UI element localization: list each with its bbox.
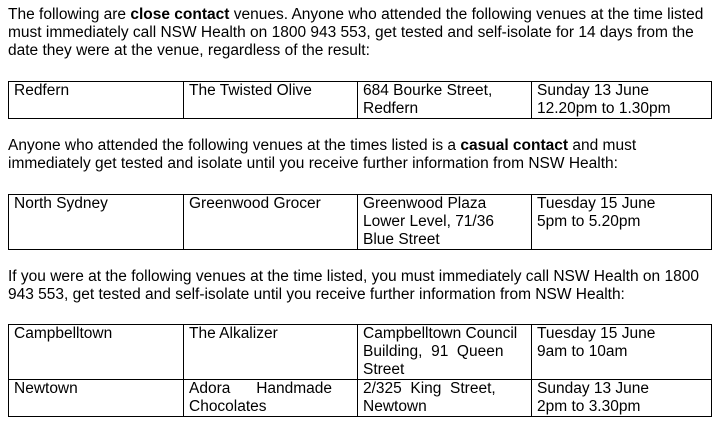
date-line: Sunday 13 June <box>537 82 650 99</box>
casual-contact-intro <box>8 137 712 173</box>
table-row <box>9 380 712 417</box>
intro-text-start: If you were at the following venues at the time listed, you must immediately call NSW Health on 1800 943 553, get tested and self-isolate until you receive further information from NSW Health: <box>8 268 699 303</box>
venue-text: The Alkalizer <box>189 325 278 342</box>
intro-text-end: venues. Anyone who attended the following venues at the time listed must immediately call NSW Health on 1800 943 553, get tested and self-isolate for 14 days from the date they were at the venue, regardless of the result: <box>8 6 704 59</box>
isolate-until-advised-table <box>8 324 712 417</box>
address-cell <box>358 325 532 380</box>
suburb-cell <box>9 325 184 380</box>
address-cell <box>358 380 532 417</box>
close-contact-intro <box>8 6 712 60</box>
address-line: Lower Level, 71/36 <box>363 213 494 230</box>
suburb-cell <box>9 82 184 119</box>
date-line: Tuesday 15 June <box>537 195 656 212</box>
address-line: 2/325 King Street, <box>363 380 496 397</box>
suburb-cell <box>9 195 184 250</box>
casual-contact-emphasis: casual contact <box>460 137 569 154</box>
venue-text: Greenwood Grocer <box>189 195 321 212</box>
venue-text: The Twisted Olive <box>189 82 312 99</box>
time-range-line: 2pm to 3.30pm <box>537 398 641 415</box>
venue-cell <box>184 82 358 119</box>
time-cell <box>532 82 712 119</box>
address-line: Greenwood Plaza <box>363 195 487 212</box>
table-row <box>9 195 712 250</box>
address-line: Street <box>363 361 405 378</box>
suburb-text: Newtown <box>14 380 78 397</box>
table-row <box>9 325 712 380</box>
time-cell <box>532 380 712 417</box>
suburb-cell <box>9 380 184 417</box>
suburb-text: North Sydney <box>14 195 108 212</box>
time-cell <box>532 325 712 380</box>
address-line: Campbelltown Council <box>363 325 518 342</box>
time-range-line: 12.20pm to 1.30pm <box>537 100 671 117</box>
isolate-until-advised-intro <box>8 268 712 304</box>
address-line: Building, 91 Queen <box>363 343 504 360</box>
close-contact-emphasis: close contact <box>130 6 230 23</box>
date-line: Tuesday 15 June <box>537 325 656 342</box>
venue-line: Chocolates <box>189 398 267 415</box>
venue-line: Adora Handmade <box>189 380 333 397</box>
table-row <box>9 82 712 119</box>
time-range-line: 9am to 10am <box>537 343 628 360</box>
intro-text-end: and must immediately get tested and isolate until you receive further information from NSW Health: <box>8 137 637 172</box>
intro-text-start: Anyone who attended the following venues at the times listed is a <box>8 137 461 154</box>
time-range-line: 5pm to 5.20pm <box>537 213 641 230</box>
casual-contact-table <box>8 194 712 250</box>
address-line: Redfern <box>363 100 419 117</box>
address-line: Newtown <box>363 398 427 415</box>
intro-text-start: The following are <box>8 6 131 23</box>
venue-cell <box>184 325 358 380</box>
time-cell <box>532 195 712 250</box>
venue-cell <box>184 195 358 250</box>
suburb-text: Campbelltown <box>14 325 113 342</box>
venue-cell <box>184 380 358 417</box>
address-line: Blue Street <box>363 231 440 248</box>
date-line: Sunday 13 June <box>537 380 650 397</box>
address-line: 684 Bourke Street, <box>363 82 493 99</box>
address-cell <box>358 195 532 250</box>
close-contact-table <box>8 81 712 119</box>
address-cell <box>358 82 532 119</box>
suburb-text: Redfern <box>14 82 70 99</box>
